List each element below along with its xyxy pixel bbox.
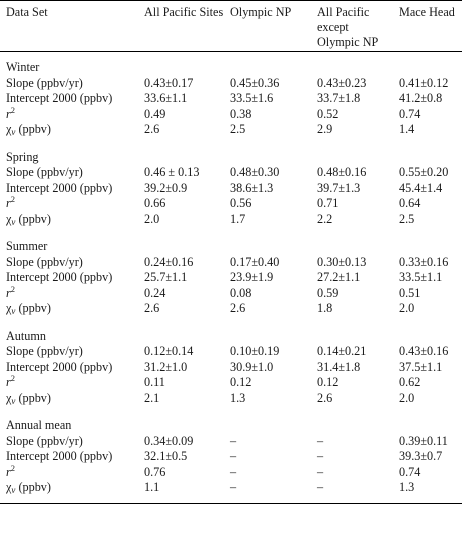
table-cell: 0.17±0.40 [230, 254, 280, 269]
table-cell: 30.9±1.0 [230, 359, 274, 374]
row-label-r2 [0, 196, 138, 212]
table-cell: 2.0 [399, 301, 415, 315]
row-label-intercept: Intercept 2000 (ppbv) [6, 359, 113, 374]
chi-unit: (ppbv) [15, 301, 51, 315]
table-cell: 33.5±1.1 [399, 270, 443, 284]
bottom-rule [0, 499, 462, 504]
table-cell: 0.76 [144, 464, 166, 479]
section-heading-row [0, 418, 462, 434]
section-heading-row [0, 239, 462, 255]
section-heading: Summer [6, 239, 48, 253]
row-label-r2 [0, 104, 138, 123]
section-gap [0, 320, 462, 329]
chi-unit: (ppbv) [15, 390, 51, 405]
table-cell: 0.71 [317, 196, 339, 210]
table-cell: 0.74 [399, 464, 421, 479]
table-row [0, 391, 462, 410]
table-cell: 25.7±1.1 [144, 270, 188, 284]
table-cell: 0.64 [399, 196, 421, 210]
table-cell: 0.34±0.09 [144, 433, 194, 448]
table-cell: 39.2±0.9 [144, 180, 188, 195]
table-cell: 31.4±1.8 [317, 359, 361, 374]
table-cell: 0.55±0.20 [399, 165, 449, 179]
nu-subscript: ν [11, 395, 16, 406]
table-row [0, 181, 462, 197]
header-rule [0, 52, 462, 61]
r-symbol: r [6, 375, 11, 389]
nu-subscript: ν [11, 127, 16, 137]
table-cell: 2.6 [317, 390, 333, 405]
table-cell: 2.0 [144, 211, 160, 226]
nu-subscript: ν [11, 306, 16, 316]
table-row [0, 449, 462, 465]
table-cell: 0.48±0.30 [230, 165, 280, 179]
table-row [0, 212, 462, 231]
table-row [0, 165, 462, 181]
row-label-slope: Slope (ppbv/yr) [6, 165, 83, 179]
table-cell: 32.1±0.5 [144, 449, 188, 463]
r-superscript: 2 [10, 373, 15, 383]
section-gap [0, 141, 462, 150]
chi-unit: (ppbv) [15, 122, 51, 136]
row-label-chi [0, 480, 138, 499]
row-label-slope: Slope (ppbv/yr) [6, 254, 83, 269]
chi-symbol: χ [6, 122, 12, 136]
row-label-chi [0, 122, 138, 141]
table-cell: 1.3 [230, 390, 246, 405]
table-row [0, 255, 462, 271]
nu-subscript: ν [11, 485, 16, 495]
table-cell: 31.2±1.0 [144, 359, 188, 374]
table-row [0, 91, 462, 107]
table-cell: 33.7±1.8 [317, 91, 361, 105]
table-row [0, 375, 462, 391]
table-cell: – [230, 449, 237, 463]
table-cell: 39.7±1.3 [317, 180, 361, 195]
table-cell: 23.9±1.9 [230, 270, 274, 284]
table-cell: – [317, 464, 324, 479]
chi-symbol: χ [6, 211, 12, 226]
table-cell: 2.6 [144, 122, 160, 136]
header-row [0, 5, 462, 52]
section-gap [0, 409, 462, 418]
header-data-set: Data Set [6, 5, 48, 19]
table-cell: 0.33±0.16 [399, 254, 449, 269]
table-row [0, 270, 462, 286]
table-cell: 0.45±0.36 [230, 75, 280, 90]
header-all-pacific-sites: All Pacific Sites [144, 5, 224, 19]
chi-unit: (ppbv) [15, 211, 51, 226]
table-cell: 41.2±0.8 [399, 91, 443, 105]
table-cell: 0.43±0.16 [399, 344, 449, 358]
section-gap [0, 230, 462, 239]
table-cell: 2.9 [317, 122, 333, 136]
table-cell: 1.4 [399, 122, 415, 136]
section-heading-row [0, 329, 462, 345]
table-cell: 27.2±1.1 [317, 270, 361, 284]
section-heading-row [0, 150, 462, 166]
table-row [0, 196, 462, 212]
row-label-intercept: Intercept 2000 (ppbv) [6, 180, 113, 195]
table-row [0, 76, 462, 92]
section-heading: Autumn [6, 328, 46, 343]
row-label-r2 [0, 462, 138, 481]
chi-unit: (ppbv) [15, 480, 51, 494]
table-cell: 33.6±1.1 [144, 91, 188, 105]
r-superscript: 2 [10, 283, 15, 294]
r-symbol: r [6, 464, 11, 479]
table-cell: 0.43±0.23 [317, 75, 367, 90]
table-row [0, 107, 462, 123]
table-cell: 0.12 [230, 375, 252, 389]
table-cell: – [317, 449, 324, 463]
table-cell: – [317, 480, 324, 494]
table-cell: – [317, 433, 324, 448]
table-cell: 2.2 [317, 211, 333, 226]
table-cell: 39.3±0.7 [399, 449, 443, 463]
table-cell: – [230, 480, 237, 494]
table-cell: 0.48±0.16 [317, 165, 367, 179]
table-cell: 0.43±0.17 [144, 75, 194, 90]
table-cell: 2.1 [144, 390, 160, 405]
table-row [0, 286, 462, 302]
table-cell: – [230, 433, 237, 448]
table-cell: 0.66 [144, 196, 166, 210]
table-cell: – [230, 464, 237, 479]
r-superscript: 2 [10, 104, 15, 115]
header-mace-head: Mace Head [399, 5, 455, 19]
row-label-intercept: Intercept 2000 (ppbv) [6, 91, 113, 105]
row-label-slope: Slope (ppbv/yr) [6, 75, 83, 90]
table-cell: 1.8 [317, 301, 333, 315]
table-cell: 0.51 [399, 285, 421, 300]
table-cell: 0.10±0.19 [230, 344, 280, 358]
table-cell: 1.7 [230, 211, 246, 226]
chi-symbol: χ [6, 390, 12, 405]
r-superscript: 2 [10, 194, 15, 204]
table-cell: 45.4±1.4 [399, 180, 443, 195]
table-cell: 37.5±1.1 [399, 359, 443, 374]
row-label-intercept: Intercept 2000 (ppbv) [6, 449, 113, 463]
table-cell: 0.08 [230, 285, 252, 300]
table-cell: 0.24 [144, 285, 166, 300]
table-row [0, 301, 462, 320]
chi-symbol: χ [6, 301, 12, 315]
table-cell: 2.5 [230, 122, 246, 136]
table-cell: 0.59 [317, 285, 339, 300]
table-cell: 0.39±0.11 [399, 433, 448, 448]
table-cell: 1.3 [399, 480, 415, 494]
table-row [0, 344, 462, 360]
table-cell: 0.41±0.12 [399, 75, 449, 90]
header-olympic-np: Olympic NP [230, 5, 292, 19]
row-label-chi [0, 391, 138, 410]
header-all-pacific-except-olympic: All Pacific except Olympic NP [317, 5, 379, 49]
section-heading-row [0, 60, 462, 76]
chi-symbol: χ [6, 480, 12, 494]
table-cell: 0.56 [230, 196, 252, 210]
table-cell: 0.52 [317, 106, 339, 121]
table-cell: 0.14±0.21 [317, 344, 367, 358]
table-cell: 0.12 [317, 375, 339, 389]
section-heading: Annual mean [6, 418, 72, 432]
row-label-slope: Slope (ppbv/yr) [6, 344, 83, 358]
table-cell: 2.6 [230, 301, 246, 315]
r-symbol: r [6, 106, 11, 121]
table-cell: 38.6±1.3 [230, 180, 274, 195]
table-cell: 0.49 [144, 106, 166, 121]
table-cell: 0.74 [399, 106, 421, 121]
table-cell: 0.24±0.16 [144, 254, 194, 269]
table-cell: 1.1 [144, 480, 160, 494]
table-cell: 33.5±1.6 [230, 91, 274, 105]
table-row [0, 360, 462, 376]
row-label-chi [0, 212, 138, 231]
table-cell: 2.5 [399, 211, 415, 226]
row-label-r2 [0, 375, 138, 391]
table-cell: 0.62 [399, 375, 421, 389]
table-cell: 0.30±0.13 [317, 254, 367, 269]
nu-subscript: ν [11, 216, 16, 227]
r-symbol: r [6, 285, 11, 300]
r-symbol: r [6, 196, 11, 210]
section-heading: Winter [6, 60, 40, 74]
table-row [0, 480, 462, 499]
table-row [0, 465, 462, 481]
row-label-r2 [0, 283, 138, 302]
section-heading: Spring [6, 149, 39, 164]
table-cell: 0.46 ± 0.13 [144, 165, 200, 179]
row-label-slope: Slope (ppbv/yr) [6, 433, 83, 448]
row-label-chi [0, 301, 138, 320]
r-superscript: 2 [10, 462, 15, 473]
table-row [0, 122, 462, 141]
table-cell: 0.12±0.14 [144, 344, 194, 358]
table-cell: 0.11 [144, 375, 165, 389]
table-body [0, 60, 462, 503]
row-label-intercept: Intercept 2000 (ppbv) [6, 270, 113, 284]
table-cell: 0.38 [230, 106, 252, 121]
table-cell: 2.6 [144, 301, 160, 315]
table-cell: 2.0 [399, 390, 415, 405]
table-row [0, 434, 462, 450]
